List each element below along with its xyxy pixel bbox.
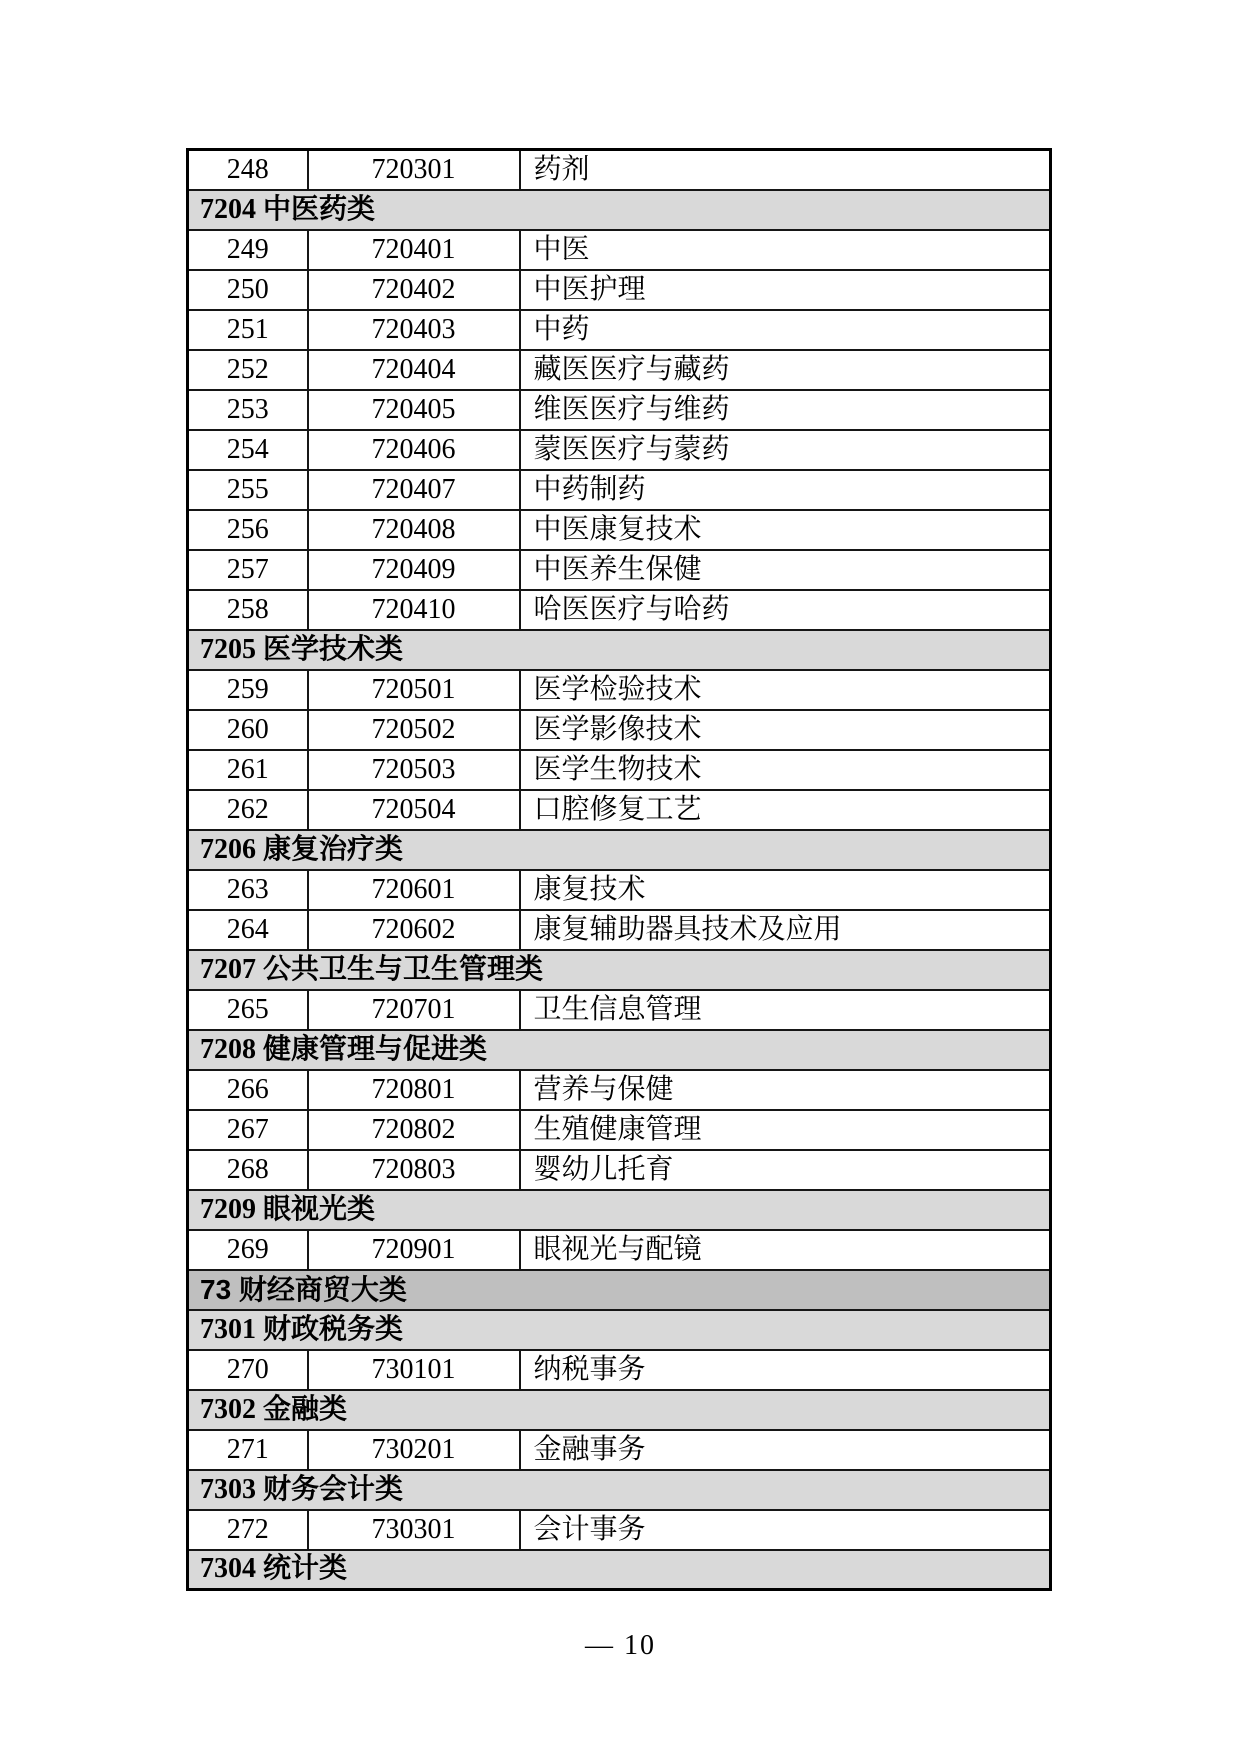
section-row — [188, 1390, 1051, 1430]
table-cell-no: 248 — [188, 150, 308, 190]
table-row — [188, 230, 1051, 270]
section-label: 7207 公共卫生与卫生管理类 — [188, 950, 1051, 990]
table-cell-no: 269 — [188, 1230, 308, 1270]
table-row — [188, 1510, 1051, 1550]
table-cell-no: 264 — [188, 910, 308, 950]
table-cell-name: 哈医医疗与哈药 — [520, 590, 1051, 630]
table-cell-no: 271 — [188, 1430, 308, 1470]
section-label: 7301 财政税务类 — [188, 1310, 1051, 1350]
section-row — [188, 830, 1051, 870]
table-cell-name: 医学生物技术 — [520, 750, 1051, 790]
majors-table — [186, 148, 1052, 1591]
table-cell-no: 257 — [188, 550, 308, 590]
table-cell-name: 卫生信息管理 — [520, 990, 1051, 1030]
table-cell-no: 270 — [188, 1350, 308, 1390]
table-cell-name: 藏医医疗与藏药 — [520, 350, 1051, 390]
table-cell-no: 259 — [188, 670, 308, 710]
table-cell-name: 中医 — [520, 230, 1051, 270]
table-cell-no: 255 — [188, 470, 308, 510]
table-cell-code: 730101 — [308, 1350, 520, 1390]
category-label: 73 财经商贸大类 — [188, 1270, 1051, 1310]
table-cell-code: 720410 — [308, 590, 520, 630]
section-label: 7204 中医药类 — [188, 190, 1051, 230]
page-number: — 10 — [585, 1630, 656, 1661]
table-cell-code: 720801 — [308, 1070, 520, 1110]
table-row — [188, 430, 1051, 470]
table-row — [188, 1230, 1051, 1270]
table-cell-name: 医学影像技术 — [520, 710, 1051, 750]
table-cell-code: 730301 — [308, 1510, 520, 1550]
table-cell-name: 金融事务 — [520, 1430, 1051, 1470]
table-cell-name: 眼视光与配镜 — [520, 1230, 1051, 1270]
table-cell-code: 720701 — [308, 990, 520, 1030]
table-cell-code: 720504 — [308, 790, 520, 830]
table-cell-name: 生殖健康管理 — [520, 1110, 1051, 1150]
table-cell-name: 药剂 — [520, 150, 1051, 190]
table-cell-no: 249 — [188, 230, 308, 270]
table-cell-no: 250 — [188, 270, 308, 310]
table-cell-no: 262 — [188, 790, 308, 830]
table-cell-no: 263 — [188, 870, 308, 910]
table-cell-name: 蒙医医疗与蒙药 — [520, 430, 1051, 470]
table-row — [188, 870, 1051, 910]
table-row — [188, 1150, 1051, 1190]
table-row — [188, 390, 1051, 430]
table-row — [188, 1430, 1051, 1470]
table-cell-code: 720402 — [308, 270, 520, 310]
section-row — [188, 950, 1051, 990]
table-cell-code: 720602 — [308, 910, 520, 950]
section-label: 7208 健康管理与促进类 — [188, 1030, 1051, 1070]
table-cell-no: 256 — [188, 510, 308, 550]
table-cell-name: 会计事务 — [520, 1510, 1051, 1550]
table-cell-code: 730201 — [308, 1430, 520, 1470]
table-cell-no: 272 — [188, 1510, 308, 1550]
table-cell-no: 266 — [188, 1070, 308, 1110]
table-cell-code: 720403 — [308, 310, 520, 350]
section-label: 7205 医学技术类 — [188, 630, 1051, 670]
table-cell-code: 720404 — [308, 350, 520, 390]
table-row — [188, 310, 1051, 350]
table-row — [188, 510, 1051, 550]
table-cell-name: 中医养生保健 — [520, 550, 1051, 590]
section-row — [188, 1030, 1051, 1070]
table-cell-no: 260 — [188, 710, 308, 750]
table-cell-code: 720503 — [308, 750, 520, 790]
table-cell-name: 纳税事务 — [520, 1350, 1051, 1390]
table-cell-code: 720601 — [308, 870, 520, 910]
table-cell-code: 720803 — [308, 1150, 520, 1190]
table-cell-no: 265 — [188, 990, 308, 1030]
table-row — [188, 470, 1051, 510]
table-cell-name: 中药制药 — [520, 470, 1051, 510]
section-row — [188, 1470, 1051, 1510]
table-cell-name: 中医康复技术 — [520, 510, 1051, 550]
table-row — [188, 150, 1051, 190]
table-row — [188, 790, 1051, 830]
table-cell-code: 720301 — [308, 150, 520, 190]
section-label: 7303 财务会计类 — [188, 1470, 1051, 1510]
table-row — [188, 710, 1051, 750]
table-cell-no: 261 — [188, 750, 308, 790]
table-row — [188, 670, 1051, 710]
table-cell-no: 258 — [188, 590, 308, 630]
category-row — [188, 1270, 1051, 1310]
table-cell-no: 253 — [188, 390, 308, 430]
table-cell-no: 267 — [188, 1110, 308, 1150]
table-cell-code: 720405 — [308, 390, 520, 430]
table-row — [188, 750, 1051, 790]
table-row — [188, 590, 1051, 630]
table-cell-no: 252 — [188, 350, 308, 390]
table-cell-no: 268 — [188, 1150, 308, 1190]
section-row — [188, 1550, 1051, 1590]
section-label: 7209 眼视光类 — [188, 1190, 1051, 1230]
majors-table-body — [188, 150, 1051, 1590]
table-cell-no: 251 — [188, 310, 308, 350]
section-label: 7302 金融类 — [188, 1390, 1051, 1430]
table-cell-code: 720401 — [308, 230, 520, 270]
table-row — [188, 990, 1051, 1030]
page-footer — [0, 1630, 1241, 1662]
table-row — [188, 550, 1051, 590]
table-cell-no: 254 — [188, 430, 308, 470]
section-row — [188, 190, 1051, 230]
table-cell-code: 720409 — [308, 550, 520, 590]
section-row — [188, 630, 1051, 670]
section-row — [188, 1190, 1051, 1230]
section-row — [188, 1310, 1051, 1350]
table-row — [188, 910, 1051, 950]
table-row — [188, 350, 1051, 390]
table-row — [188, 1110, 1051, 1150]
table-cell-code: 720408 — [308, 510, 520, 550]
table-cell-code: 720406 — [308, 430, 520, 470]
table-cell-code: 720802 — [308, 1110, 520, 1150]
table-row — [188, 1350, 1051, 1390]
section-label: 7206 康复治疗类 — [188, 830, 1051, 870]
section-label: 7304 统计类 — [188, 1550, 1051, 1590]
table-cell-name: 营养与保健 — [520, 1070, 1051, 1110]
table-cell-name: 婴幼儿托育 — [520, 1150, 1051, 1190]
table-cell-code: 720901 — [308, 1230, 520, 1270]
table-cell-code: 720502 — [308, 710, 520, 750]
table-cell-code: 720501 — [308, 670, 520, 710]
table-cell-name: 中药 — [520, 310, 1051, 350]
table-cell-name: 康复辅助器具技术及应用 — [520, 910, 1051, 950]
table-cell-name: 维医医疗与维药 — [520, 390, 1051, 430]
table-cell-code: 720407 — [308, 470, 520, 510]
table-cell-name: 中医护理 — [520, 270, 1051, 310]
table-cell-name: 口腔修复工艺 — [520, 790, 1051, 830]
table-row — [188, 270, 1051, 310]
table-row — [188, 1070, 1051, 1110]
table-cell-name: 康复技术 — [520, 870, 1051, 910]
table-cell-name: 医学检验技术 — [520, 670, 1051, 710]
